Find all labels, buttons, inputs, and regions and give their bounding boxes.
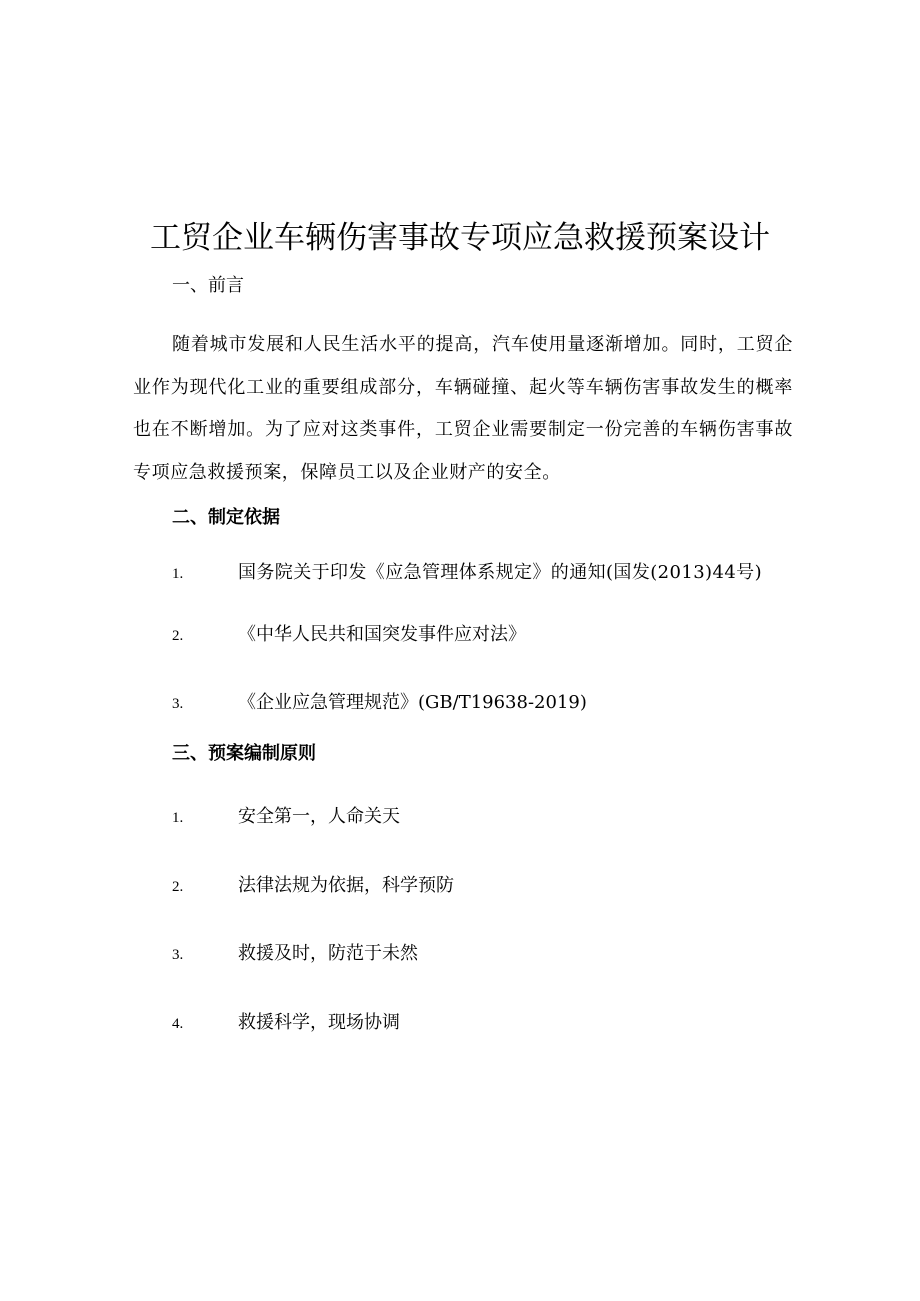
- list-item-text: 救援科学，现场协调: [238, 1012, 400, 1033]
- list-item: [0, 804, 920, 832]
- list-item-number: 1.: [172, 566, 184, 582]
- list-item-number: 3.: [172, 947, 184, 963]
- document-title: 工贸企业车辆伤害事故专项应急救援预案设计: [150, 220, 770, 256]
- list-item-number: 3.: [172, 696, 184, 712]
- list-item-text: 国务院关于印发《应急管理体系规定》的通知(国发(2013)44号): [238, 562, 763, 583]
- preface-paragraph: 随着城市发展和人民生活水平的提高，汽车使用量逐渐增加。同时，工贸企业作为现代化工业的重要组成部分，车辆碰撞、起火等车辆伤害事故发生的概率也在不断增加。为了应对这类事件，工贸企业需要制定一份完善的车辆伤害事故专项应急救援预案，保障员工以及企业财产的安全。: [133, 334, 793, 483]
- list-item: [0, 560, 920, 588]
- list-item-number: 2.: [172, 628, 184, 644]
- list-item: [0, 1010, 920, 1038]
- list-item: [0, 690, 920, 718]
- list-item-text: 《企业应急管理规范》(GB/T19638-2019): [238, 692, 587, 713]
- list-item-text: 法律法规为依据，科学预防: [238, 875, 454, 896]
- list-item: [0, 941, 920, 969]
- list-item-text: 安全第一，人命关天: [238, 806, 400, 827]
- list-item: [0, 873, 920, 901]
- list-item-number: 4.: [172, 1016, 184, 1032]
- list-item-text: 《中华人民共和国突发事件应对法》: [238, 624, 526, 645]
- list-item: [0, 622, 920, 650]
- section-heading-basis: 二、制定依据: [172, 507, 280, 528]
- list-item-text: 救援及时，防范于未然: [238, 943, 418, 964]
- list-item-number: 1.: [172, 810, 184, 826]
- section-heading-principles: 三、预案编制原则: [172, 743, 316, 764]
- list-item-number: 2.: [172, 879, 184, 895]
- section-heading-preface: 一、前言: [172, 275, 244, 296]
